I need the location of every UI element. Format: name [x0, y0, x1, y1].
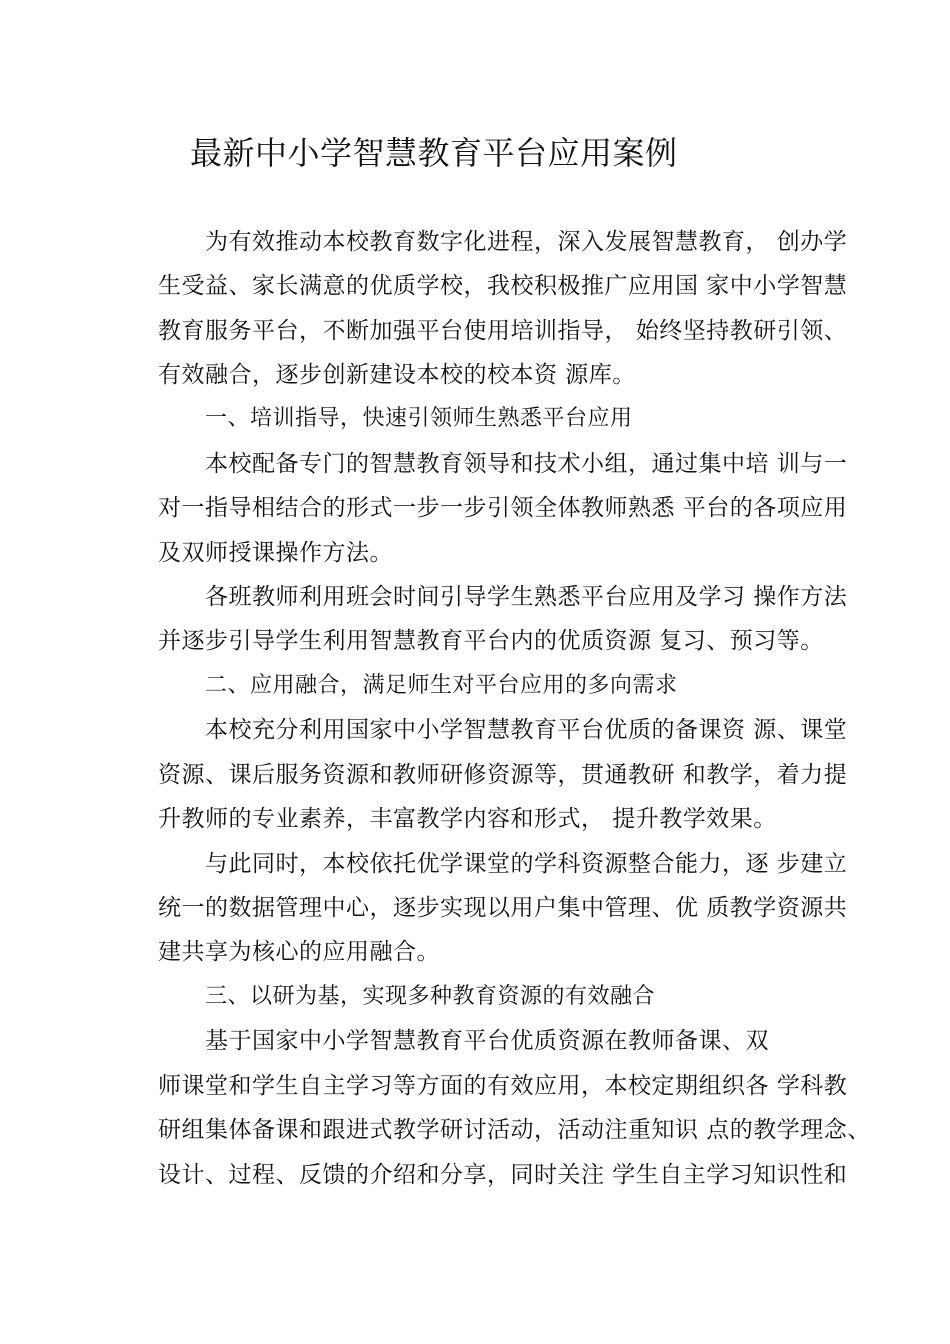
- section-2-para-2-line-1: 与此同时，本校依托优学课堂的学科资源整合能力，逐 步建立: [205, 851, 848, 877]
- section-1-para-2-line-1: 各班教师利用班会时间引导学生熟悉平台应用及学习 操作方法: [205, 584, 848, 610]
- section-1-para-1-line-3: 及双师授课操作方法。: [158, 540, 393, 566]
- section-2-heading: 二、应用融合，满足师生对平台应用的多向需求: [205, 673, 678, 698]
- section-2-para-1-line-1: 本校充分利用国家中小学智慧教育平台优质的备课资 源、课堂: [205, 717, 848, 743]
- section-3-heading: 三、以研为基，实现多种教育资源的有效融合: [205, 984, 656, 1009]
- section-3-para-1-line-2: 师课堂和学生自主学习等方面的有效应用，本校定期组织各 学科教: [158, 1073, 848, 1099]
- section-1-heading: 一、培训指导，快速引领师生熟悉平台应用: [205, 406, 633, 431]
- intro-line-2: 生受益、家长满意的优质学校，我校积极推广应用国 家中小学智慧: [158, 273, 848, 299]
- section-2-para-2-line-3: 建共享为核心的应用融合。: [158, 939, 440, 965]
- section-2-para-1-line-3: 升教师的专业素养，丰富教学内容和形式， 提升教学效果。: [158, 806, 777, 832]
- intro-line-1: 为有效推动本校教育数字化进程，深入发展智慧教育， 创办学: [205, 229, 848, 255]
- section-2-para-2-line-2: 统一的数据管理中心，逐步实现以用户集中管理、优 质教学资源共: [158, 895, 848, 921]
- section-3-para-1-line-1: 基于国家中小学智慧教育平台优质资源在教师备课、双: [205, 1028, 769, 1054]
- section-1-para-1-line-1: 本校配备专门的智慧教育领导和技术小组，通过集中培 训与一: [205, 451, 848, 477]
- section-1-para-1-line-2: 对一指导相结合的形式一步一步引领全体教师熟悉 平台的各项应用: [158, 495, 848, 521]
- document-title: 最新中小学智慧教育平台应用案例: [190, 134, 678, 172]
- intro-line-3: 教育服务平台，不断加强平台使用培训指导， 始终坚持教研引领、: [158, 318, 848, 344]
- section-3-para-1-line-4: 设计、过程、反馈的介绍和分享，同时关注 学生自主学习知识性和: [158, 1162, 848, 1188]
- section-2-para-1-line-2: 资源、课后服务资源和教师研修资源等，贯通教研 和教学，着力提: [158, 762, 848, 788]
- section-1-para-2-line-2: 并逐步引导学生利用智慧教育平台内的优质资源 复习、预习等。: [158, 628, 824, 654]
- section-3-para-1-line-3: 研组集体备课和跟进式教学研讨活动，活动注重知识 点的教学理念、: [158, 1117, 871, 1143]
- intro-line-4: 有效融合，逐步创新建设本校的校本资 源库。: [158, 362, 636, 388]
